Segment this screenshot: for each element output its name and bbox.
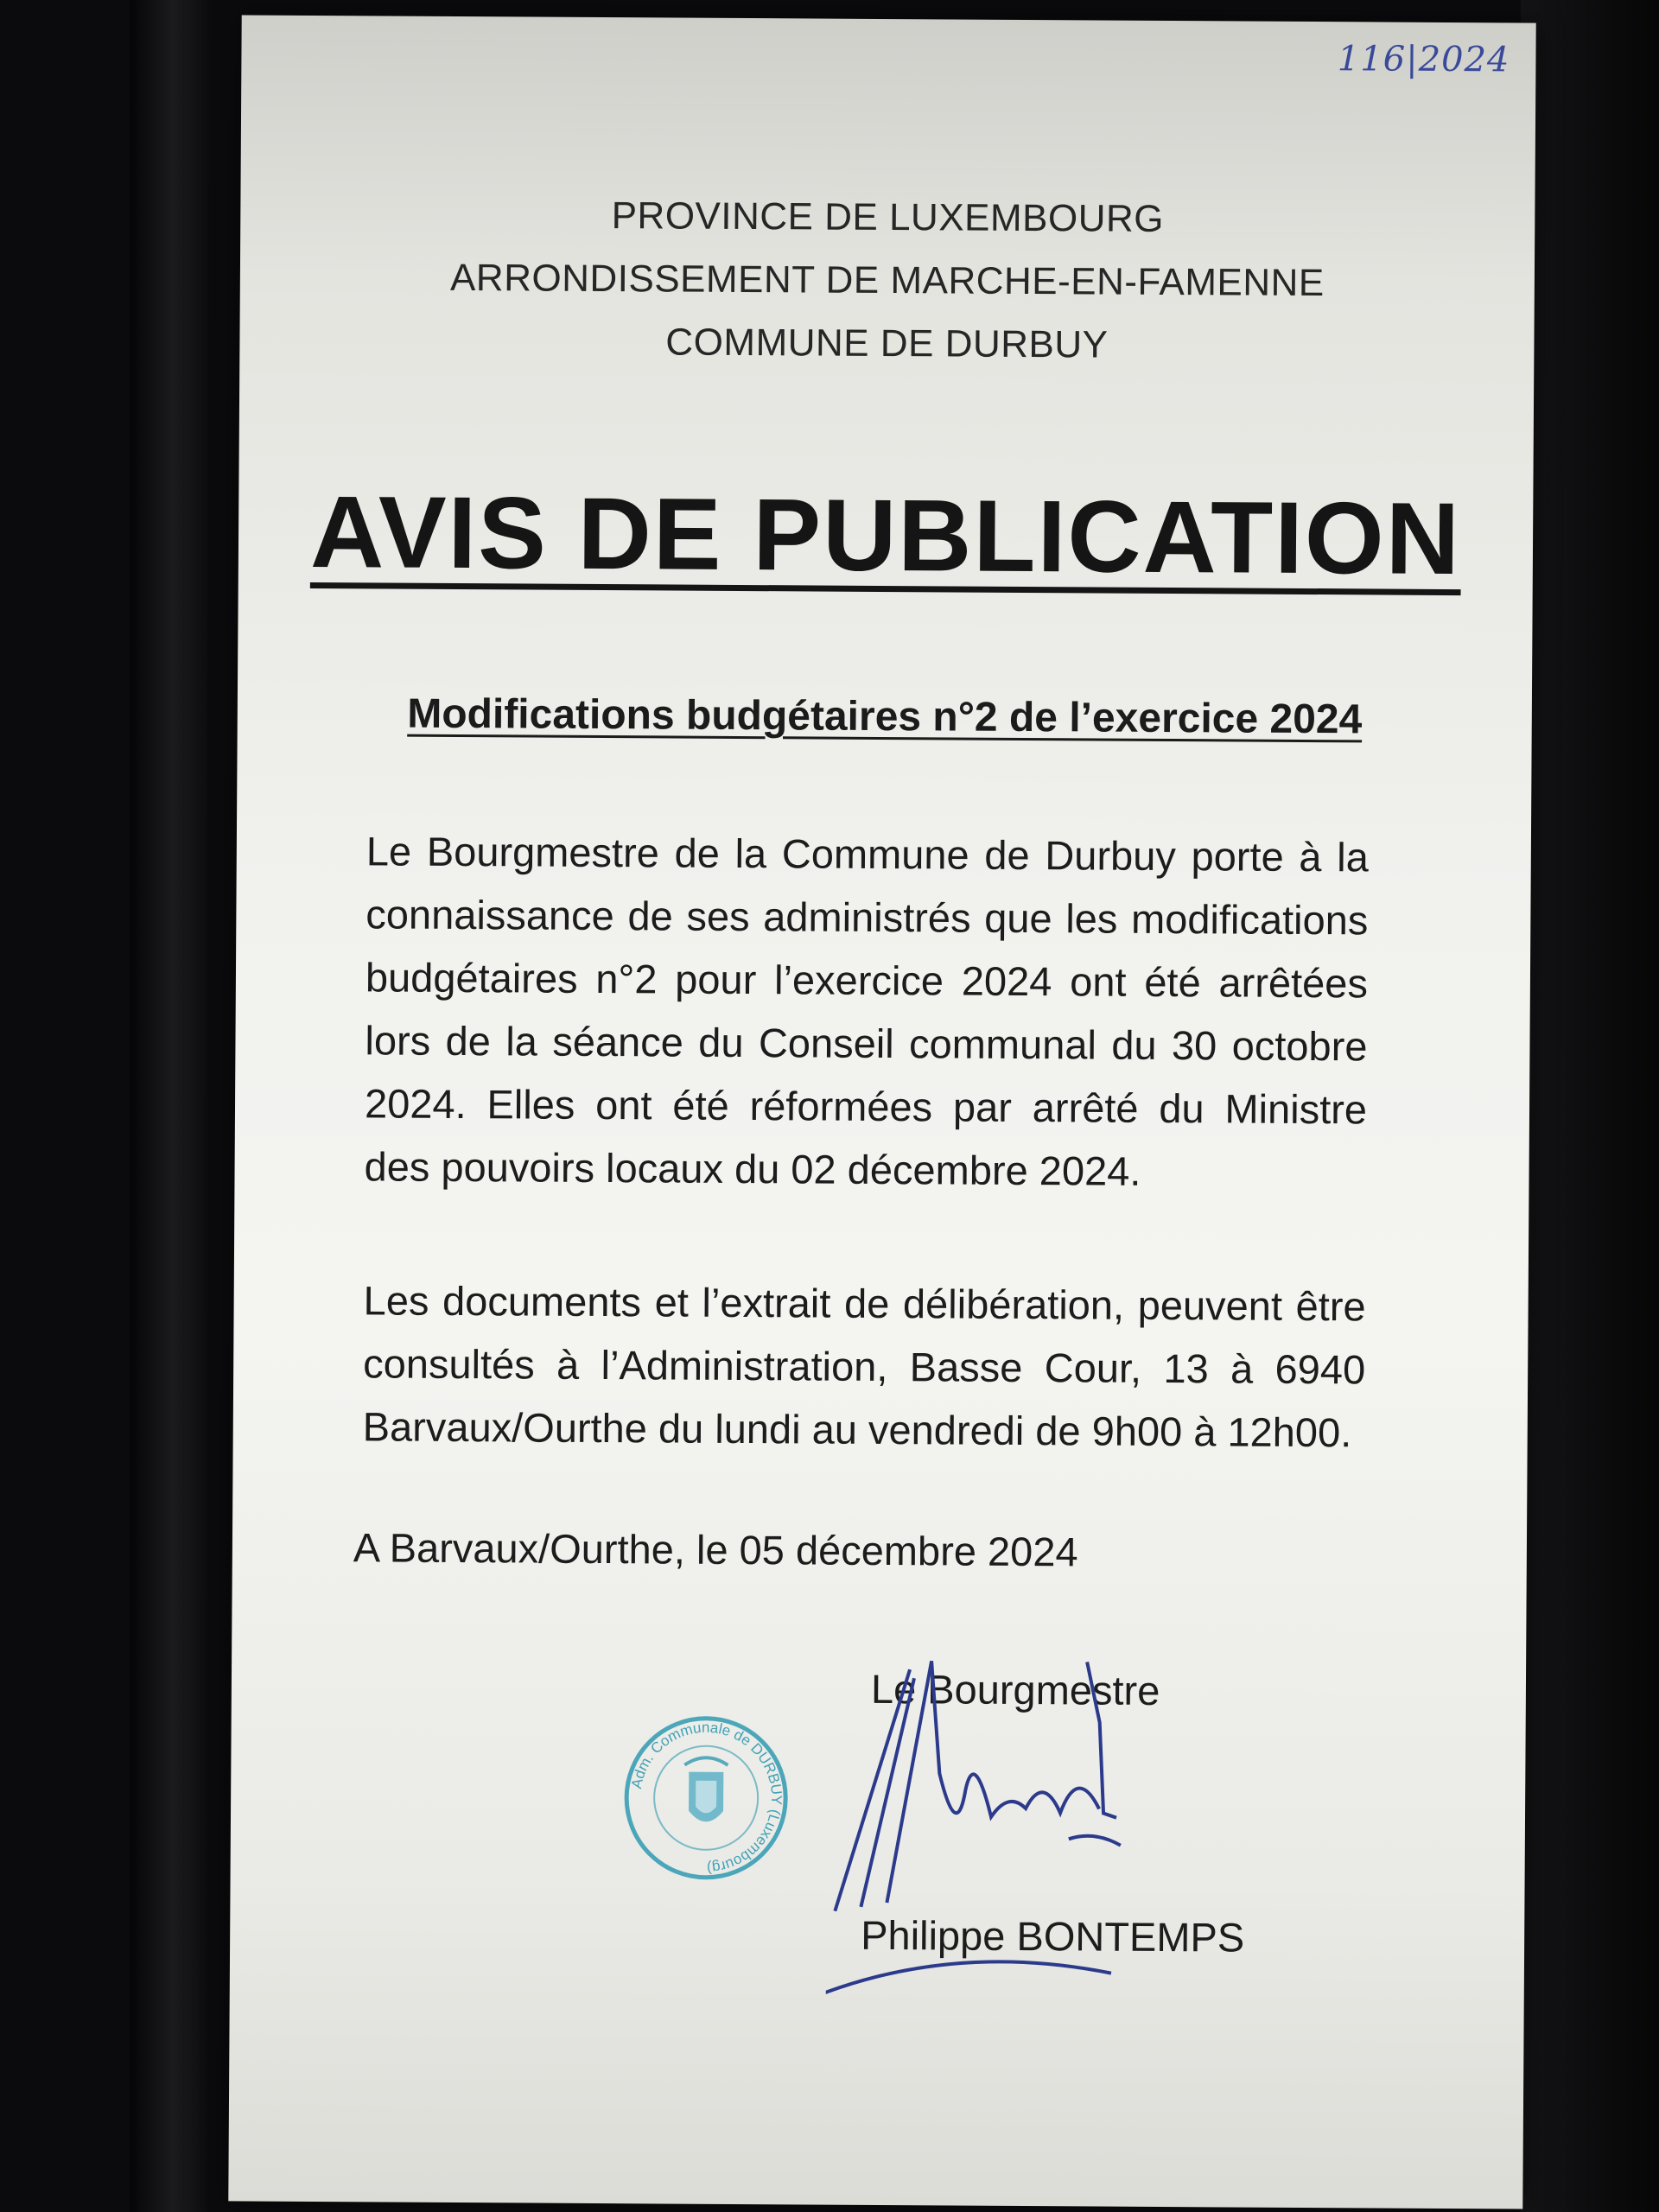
place-and-date: A Barvaux/Ourthe, le 05 décembre 2024: [353, 1524, 1078, 1575]
notice-sheet: [228, 15, 1535, 2209]
seal-text: Adm. Communale de DURBUY (Luxembourg): [627, 1719, 785, 1877]
handwritten-reference: 116|2024: [1337, 39, 1510, 80]
notice-subtitle: [238, 689, 1532, 744]
header-province: PROVINCE DE LUXEMBOURG: [611, 194, 1165, 240]
display-frame-right: [1521, 0, 1659, 2212]
header-arrondissement: ARRONDISSEMENT DE MARCHE-EN-FAMENNE: [449, 256, 1325, 305]
municipal-seal-stamp: [620, 1711, 793, 1885]
signatory-role: Le Bourgmestre: [870, 1665, 1160, 1713]
announcement-paragraph: Le Bourgmestre de la Commune de Durbuy porte à la connaissance de ses administrés que les modifications budgétaires n°2 pour l’exercice 2024 ont été arrêtées lors de la séance du Conseil communal du 30 octobre 2024. Elles ont été réformées par arrêté du Ministre des pouvoirs locaux du 02 décembre 2024.: [364, 828, 1369, 1194]
signatory-name: Philippe BONTEMPS: [861, 1911, 1245, 1961]
header-commune: COMMUNE DE DURBUY: [665, 321, 1109, 366]
notice-title-text: AVIS DE PUBLICATION: [309, 474, 1462, 597]
notice-title: [238, 473, 1534, 598]
notice-subtitle-text: Modifications budgétaires n°2 de l’exercice 2024: [407, 690, 1363, 743]
consultation-paragraph: Les documents et l’extrait de délibération, peuvent être consultés à l’Administration, Basse Cour, 13 à 6940 Barvaux/Ourthe du lundi au vendredi de 9h00 à 12h00.: [362, 1277, 1366, 1456]
display-frame-left: [130, 0, 207, 2212]
